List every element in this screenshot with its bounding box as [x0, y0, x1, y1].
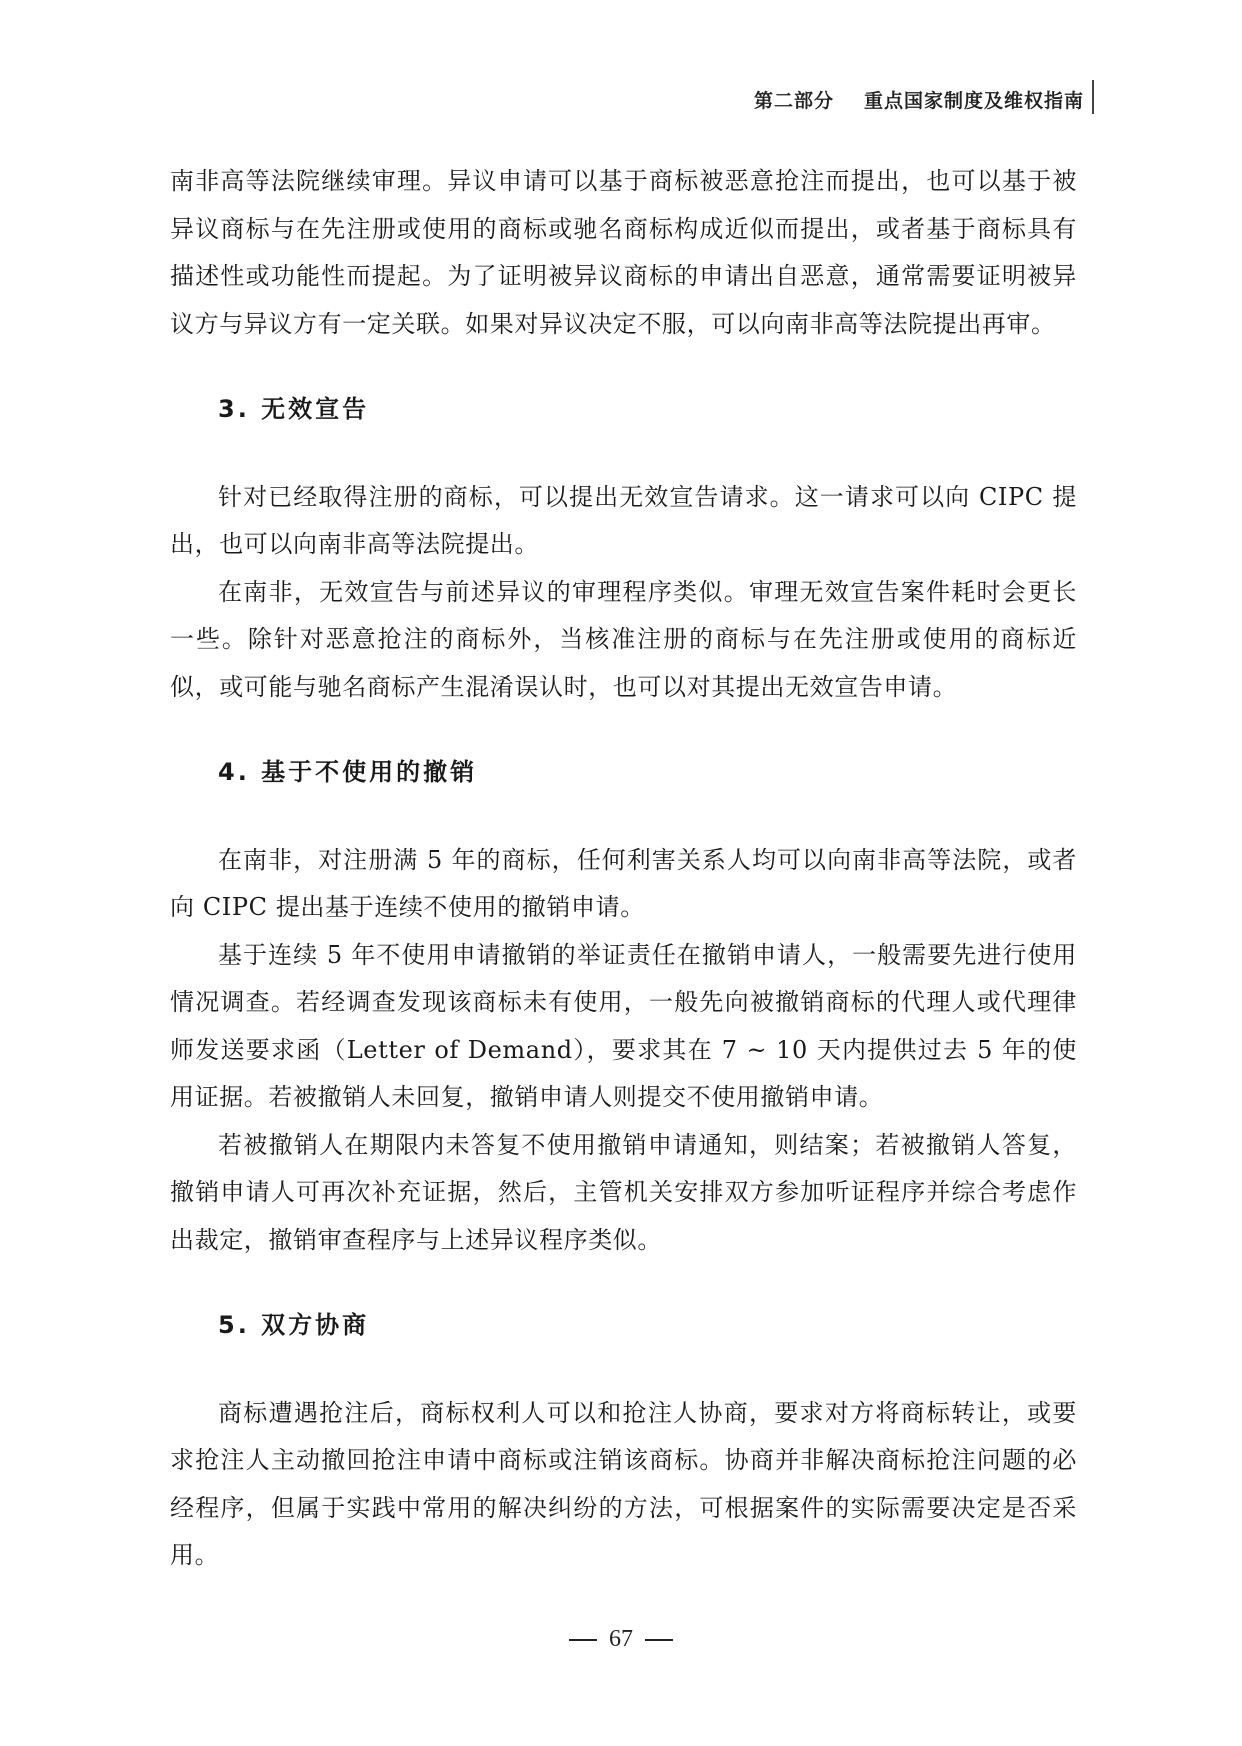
section-heading-non-use-cancellation: 4. 基于不使用的撤销: [218, 758, 478, 786]
body-paragraph: 商标遭遇抢注后，商标权利人可以和抢注人协商，要求对方将商标转让，或要求抢注人主动撤回抢注申请中商标或注销该商标。协商并非解决商标抢注问题的必经程序，但属于实践中常用的解决纠纷的方法，可根据案件的实际需要决定是否采用。: [170, 1398, 1077, 1569]
footer-dash-left: [569, 1639, 597, 1641]
header-part-label: 第二部分: [753, 89, 834, 112]
section-heading-invalidation: 3. 无效宣告: [218, 395, 370, 423]
header-section-title: 重点国家制度及维权指南: [863, 89, 1084, 112]
intro-paragraph: 南非高等法院继续审理。异议申请可以基于商标被恶意抢注而提出，也可以基于被异议商标与在先注册或使用的商标或驰名商标构成近似而提出，或者基于商标具有描述性或功能性而提起。为了证明被异议商标的申请出自恶意，通常需要证明被异议方与异议方有一定关联。如果对异议决定不服，可以向南非高等法院提出再审。: [170, 167, 1077, 338]
body-paragraph: 在南非，对注册满 5 年的商标，任何利害关系人均可以向南非高等法院，或者向 CIPC 提出基于连续不使用的撤销申请。: [170, 845, 1077, 921]
body-paragraph: 基于连续 5 年不使用申请撤销的举证责任在撤销申请人，一般需要先进行使用情况调查。若经调查发现该商标未有使用，一般先向被撤销商标的代理人或代理律师发送要求函（Letter of Demand），要求其在 7 ~ 10 天内提供过去 5 年的使用证据。若被撤销人未回复，撤销申请人则提交不使用撤销申请。: [170, 940, 1077, 1111]
footer-dash-right: [645, 1639, 673, 1641]
body-paragraph: 若被撤销人在期限内未答复不使用撤销申请通知，则结案；若被撤销人答复，撤销申请人可再次补充证据，然后，主管机关安排双方参加听证程序并综合考虑作出裁定，撤销审查程序与上述异议程序类似。: [170, 1130, 1077, 1254]
page-number: 67: [609, 1626, 633, 1652]
running-header: [754, 82, 1084, 116]
section-heading-negotiation: 5. 双方协商: [218, 1311, 370, 1339]
header-vertical-rule: [1092, 80, 1094, 114]
body-paragraph: 针对已经取得注册的商标，可以提出无效宣告请求。这一请求可以向 CIPC 提出，也可以向南非高等法院提出。: [170, 482, 1077, 558]
page-footer: [0, 1626, 1242, 1653]
page-body: [170, 158, 1077, 1580]
body-paragraph: 在南非，无效宣告与前述异议的审理程序类似。审理无效宣告案件耗时会更长一些。除针对恶意抢注的商标外，当核准注册的商标与在先注册或使用的商标近似，或可能与驰名商标产生混淆误认时，也可以对其提出无效宣告申请。: [170, 577, 1077, 701]
